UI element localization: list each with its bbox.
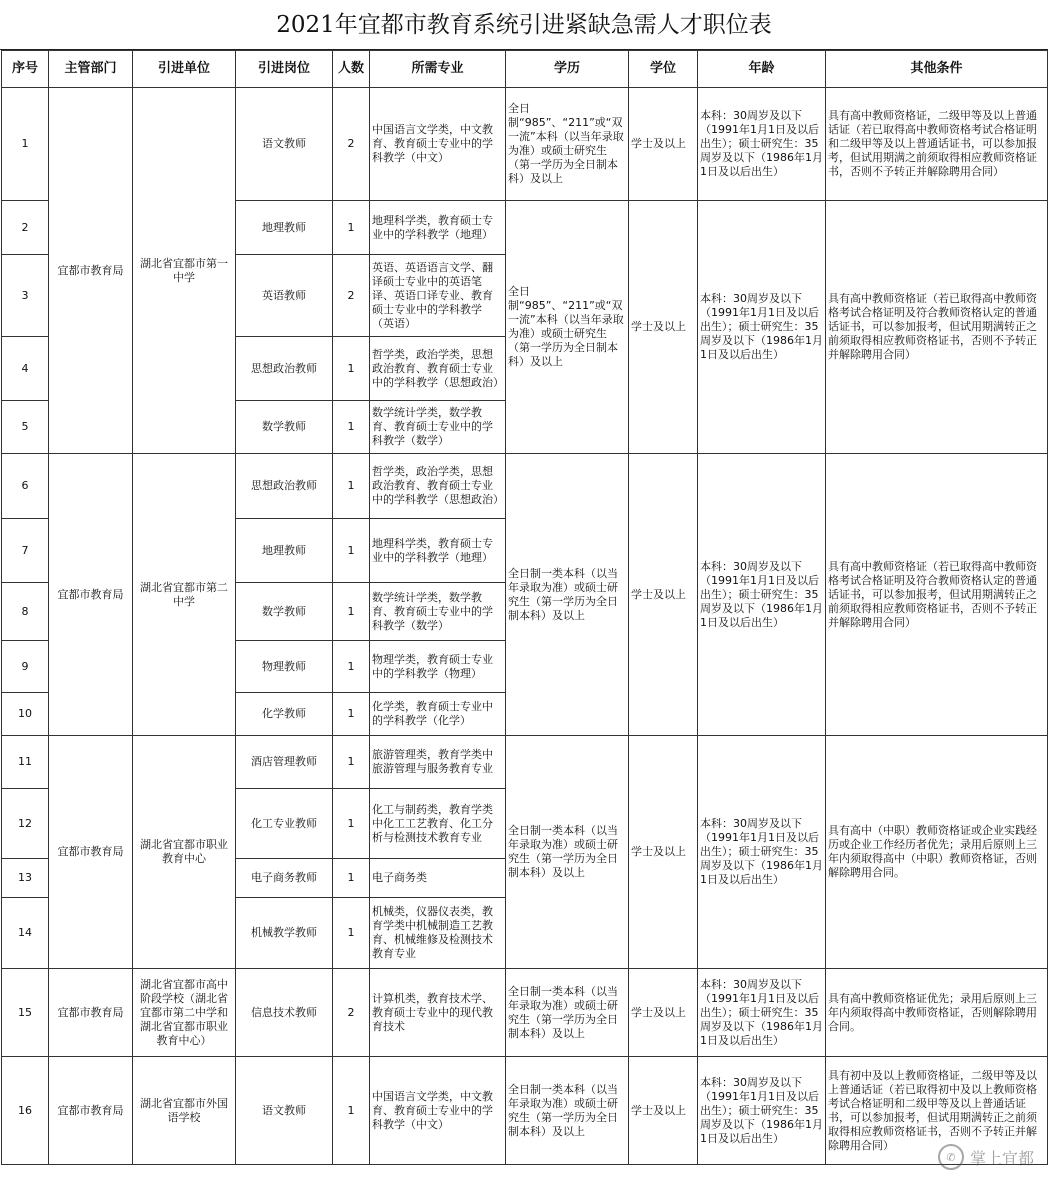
header-cell: 学历 [506, 51, 629, 88]
cell-major: 数学统计学类，数学教育、教育硕士专业中的学科教学（数学） [370, 401, 506, 454]
cell-major: 哲学类，政治学类，思想政治教育、教育硕士专业中的学科教学（思想政治） [370, 337, 506, 401]
watermark [938, 1144, 1034, 1170]
cell-post: 酒店管理教师 [236, 736, 333, 789]
cell-major: 化学类，教育硕士专业中的学科教学（化学） [370, 693, 506, 736]
cell-other: 具有高中教师资格证（若已取得高中教师资格考试合格证明及符合教师资格认定的普通话证书，可以参加报考，但试用期满转正之前须取得相应教师资格证书，否则不予转正并解除聘用合同） [826, 454, 1048, 736]
header-cell: 其他条件 [826, 51, 1048, 88]
cell-major: 哲学类，政治学类，思想政治教育、教育硕士专业中的学科教学（思想政治） [370, 454, 506, 519]
cell-degree: 学士及以上 [629, 736, 698, 969]
cell-count: 1 [333, 693, 370, 736]
cell-major: 中国语言文学类，中文教育、教育硕士专业中的学科教学（中文） [370, 88, 506, 201]
cell-other: 具有初中及以上教师资格证，二级甲等及以上普通话证（若已取得初中及以上教师资格考试合格证明和二级甲等及以上普通话证书，可以参加报考，但试用期满转正之前须取得相应教师资格证书，否则不予转正并解除聘用合同） [826, 1057, 1048, 1165]
cell-dept: 宜都市教育局 [49, 1057, 133, 1165]
page-title: 2021年宜都市教育系统引进紧缺急需人才职位表 [0, 0, 1048, 50]
cell-edu: 全日制一类本科（以当年录取为准）或硕士研究生（第一学历为全日制本科）及以上 [506, 736, 629, 969]
cell-no: 6 [2, 454, 49, 519]
cell-edu: 全日制一类本科（以当年录取为准）或硕士研究生（第一学历为全日制本科）及以上 [506, 969, 629, 1057]
cell-count: 1 [333, 337, 370, 401]
cell-age: 本科：30周岁及以下（1991年1月1日及以后出生）；硕士研究生：35周岁及以下（1986年1月1日及以后出生） [698, 736, 826, 969]
cell-post: 化学教师 [236, 693, 333, 736]
cell-other: 具有高中（中职）教师资格证或企业实践经历或企业工作经历者优先；录用后原则上三年内须取得高中（中职）教师资格证，否则解除聘用合同。 [826, 736, 1048, 969]
cell-dept: 宜都市教育局 [49, 969, 133, 1057]
cell-unit: 湖北省宜都市第一中学 [133, 88, 236, 454]
cell-count: 1 [333, 789, 370, 859]
cell-major: 中国语言文学类，中文教育、教育硕士专业中的学科教学（中文） [370, 1057, 506, 1165]
cell-post: 物理教师 [236, 641, 333, 693]
cell-other: 具有高中教师资格证，二级甲等及以上普通话证（若已取得高中教师资格考试合格证明和二级甲等及以上普通话证书，可以参加报考，但试用期满之前须取得相应教师资格证书，否则不予转正并解除聘用合同） [826, 88, 1048, 201]
cell-age: 本科：30周岁及以下（1991年1月1日及以后出生）；硕士研究生：35周岁及以下（1986年1月1日及以后出生） [698, 201, 826, 454]
cell-edu: 全日制“985”、“211”或“双一流”本科（以当年录取为准）或硕士研究生（第一学历为全日制本科）及以上 [506, 88, 629, 201]
cell-post: 思想政治教师 [236, 337, 333, 401]
cell-count: 1 [333, 454, 370, 519]
table-row [2, 1057, 1048, 1165]
cell-dept: 宜都市教育局 [49, 454, 133, 736]
cell-post: 化工专业教师 [236, 789, 333, 859]
cell-post: 思想政治教师 [236, 454, 333, 519]
cell-no: 15 [2, 969, 49, 1057]
cell-post: 机械教学教师 [236, 898, 333, 969]
cell-no: 11 [2, 736, 49, 789]
cell-major: 数学统计学类，数学教育、教育硕士专业中的学科教学（数学） [370, 583, 506, 641]
header-cell: 引进单位 [133, 51, 236, 88]
cell-count: 2 [333, 88, 370, 201]
table-row [2, 736, 1048, 789]
cell-major: 电子商务类 [370, 859, 506, 898]
cell-no: 7 [2, 519, 49, 583]
cell-degree: 学士及以上 [629, 88, 698, 201]
cell-count: 1 [333, 401, 370, 454]
cell-edu: 全日制一类本科（以当年录取为准）或硕士研究生（第一学历为全日制本科）及以上 [506, 1057, 629, 1165]
cell-post: 信息技术教师 [236, 969, 333, 1057]
cell-age: 本科：30周岁及以下（1991年1月1日及以后出生）；硕士研究生：35周岁及以下（1986年1月1日及以后出生） [698, 88, 826, 201]
wechat-icon: ✆ [938, 1144, 964, 1170]
cell-count: 1 [333, 859, 370, 898]
cell-no: 9 [2, 641, 49, 693]
table-row [2, 454, 1048, 519]
cell-post: 语文教师 [236, 88, 333, 201]
cell-count: 2 [333, 255, 370, 337]
cell-no: 13 [2, 859, 49, 898]
header-cell: 人数 [333, 51, 370, 88]
cell-degree: 学士及以上 [629, 1057, 698, 1165]
cell-other: 具有高中教师资格证优先；录用后原则上三年内须取得高中教师资格证，否则解除聘用合同。 [826, 969, 1048, 1057]
cell-age: 本科：30周岁及以下（1991年1月1日及以后出生）；硕士研究生：35周岁及以下（1986年1月1日及以后出生） [698, 1057, 826, 1165]
cell-major: 旅游管理类，教育学类中旅游管理与服务教育专业 [370, 736, 506, 789]
header-cell: 引进岗位 [236, 51, 333, 88]
cell-no: 2 [2, 201, 49, 255]
cell-no: 10 [2, 693, 49, 736]
cell-major: 物理学类，教育硕士专业中的学科教学（物理） [370, 641, 506, 693]
cell-post: 地理教师 [236, 519, 333, 583]
cell-count: 2 [333, 969, 370, 1057]
cell-count: 1 [333, 1057, 370, 1165]
cell-no: 3 [2, 255, 49, 337]
cell-no: 16 [2, 1057, 49, 1165]
cell-post: 数学教师 [236, 583, 333, 641]
cell-no: 4 [2, 337, 49, 401]
cell-major: 地理科学类，教育硕士专业中的学科教学（地理） [370, 519, 506, 583]
cell-count: 1 [333, 201, 370, 255]
cell-major: 化工与制药类，教育学类中化工工艺教育、化工分析与检测技术教育专业 [370, 789, 506, 859]
cell-no: 1 [2, 88, 49, 201]
header-cell: 主管部门 [49, 51, 133, 88]
cell-post: 地理教师 [236, 201, 333, 255]
cell-degree: 学士及以上 [629, 201, 698, 454]
cell-major: 地理科学类，教育硕士专业中的学科教学（地理） [370, 201, 506, 255]
table-row [2, 88, 1048, 201]
cell-count: 1 [333, 583, 370, 641]
watermark-text: 掌上宜都 [969, 1148, 1034, 1168]
cell-dept: 宜都市教育局 [49, 736, 133, 969]
cell-age: 本科：30周岁及以下（1991年1月1日及以后出生）；硕士研究生：35周岁及以下（1986年1月1日及以后出生） [698, 454, 826, 736]
cell-major: 计算机类，教育技术学、教育硕士专业中的现代教育技术 [370, 969, 506, 1057]
cell-major: 机械类，仪器仪表类，教育学类中机械制造工艺教育、机械维修及检测技术教育专业 [370, 898, 506, 969]
cell-no: 8 [2, 583, 49, 641]
cell-degree: 学士及以上 [629, 454, 698, 736]
cell-unit: 湖北省宜都市职业教育中心 [133, 736, 236, 969]
cell-post: 数学教师 [236, 401, 333, 454]
cell-dept: 宜都市教育局 [49, 88, 133, 454]
cell-count: 1 [333, 898, 370, 969]
header-cell: 年龄 [698, 51, 826, 88]
cell-no: 5 [2, 401, 49, 454]
cell-major: 英语、英语语言文学、翻译硕士专业中的英语笔译、英语口译专业、教育硕士专业中的学科教学（英语） [370, 255, 506, 337]
cell-post: 英语教师 [236, 255, 333, 337]
positions-table [1, 50, 1048, 1165]
table-row [2, 969, 1048, 1057]
cell-post: 语文教师 [236, 1057, 333, 1165]
cell-unit: 湖北省宜都市第二中学 [133, 454, 236, 736]
cell-unit: 湖北省宜都市外国语学校 [133, 1057, 236, 1165]
cell-post: 电子商务教师 [236, 859, 333, 898]
header-cell: 所需专业 [370, 51, 506, 88]
cell-no: 12 [2, 789, 49, 859]
cell-no: 14 [2, 898, 49, 969]
cell-count: 1 [333, 641, 370, 693]
cell-other: 具有高中教师资格证（若已取得高中教师资格考试合格证明及符合教师资格认定的普通话证书，可以参加报考，但试用期满转正之前须取得相应教师资格证书，否则不予转正并解除聘用合同） [826, 201, 1048, 454]
cell-count: 1 [333, 736, 370, 789]
cell-edu: 全日制一类本科（以当年录取为准）或硕士研究生（第一学历为全日制本科）及以上 [506, 454, 629, 736]
cell-count: 1 [333, 519, 370, 583]
cell-edu: 全日制“985”、“211”或“双一流”本科（以当年录取为准）或硕士研究生（第一学历为全日制本科）及以上 [506, 201, 629, 454]
cell-unit: 湖北省宜都市高中阶段学校（湖北省宜都市第二中学和湖北省宜都市职业教育中心） [133, 969, 236, 1057]
header-cell: 学位 [629, 51, 698, 88]
cell-degree: 学士及以上 [629, 969, 698, 1057]
cell-age: 本科：30周岁及以下（1991年1月1日及以后出生）；硕士研究生：35周岁及以下（1986年1月1日及以后出生） [698, 969, 826, 1057]
header-row [2, 51, 1048, 88]
header-cell: 序号 [2, 51, 49, 88]
